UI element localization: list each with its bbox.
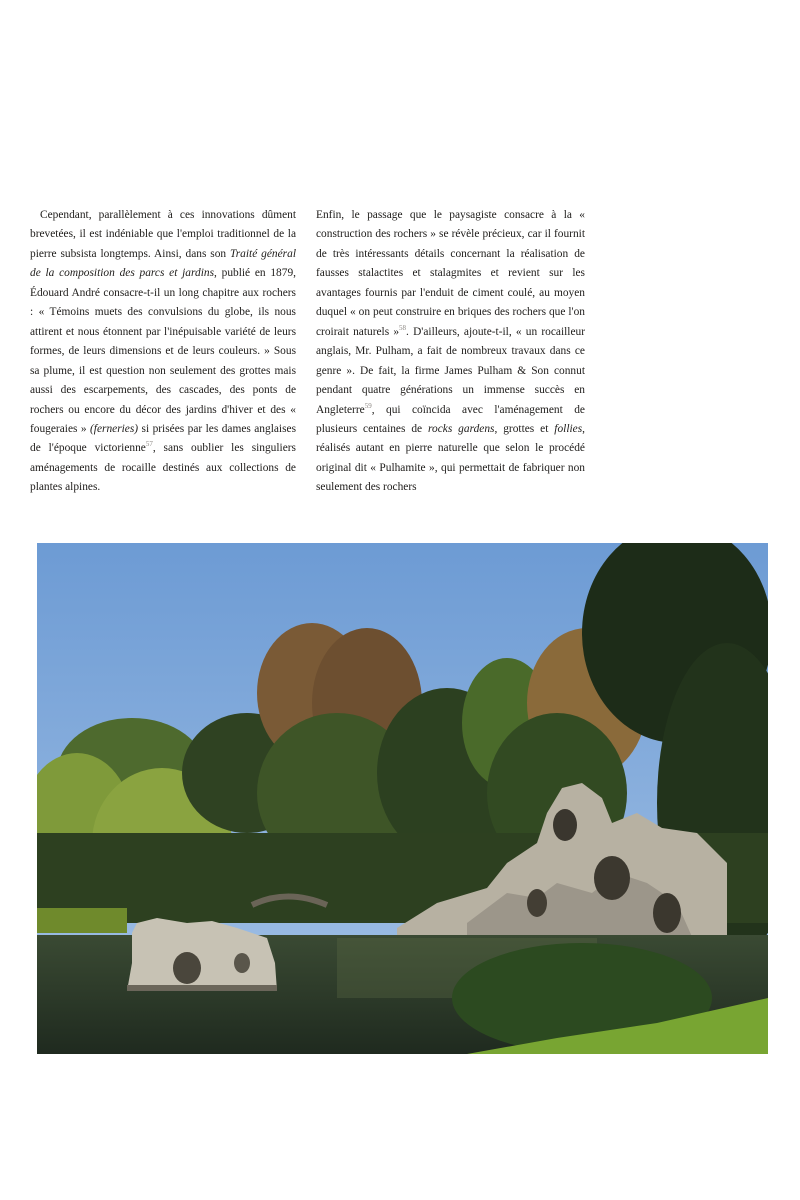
text-run: , grottes et — [494, 422, 555, 435]
text-run: . D'ailleurs, ajoute-t-il, « un rocailleur anglais, Mr. Pulham, a fait de nombreux travaux dans ce genre ». De fait, la firme James Pulham & Son connut pendant quatre générations un immense succès en Angleterre — [316, 325, 585, 416]
text-run: , réalisés autant en pierre naturelle que selon le procédé original dit « Pulhamite », qui permettait de fabriquer non seulement des rochers — [316, 422, 585, 494]
italic-term: rocks gardens — [428, 422, 495, 435]
left-paragraph — [30, 206, 296, 498]
garden-photograph — [37, 543, 768, 1054]
left-text-column — [30, 206, 296, 498]
text-run: Cependant, parallèlement à ces innovations dûment brevetées, il est indéniable que l'emploi traditionnel de la pierre subsista longtemps. Ainsi, dans son — [30, 209, 296, 260]
book-title: Traité général de la composition des parcs et jardins — [30, 247, 296, 280]
left-bank — [37, 908, 127, 933]
lake-rock-garden-illustration — [37, 543, 768, 1054]
footnote-marker: 59 — [364, 401, 372, 410]
text-run: , qui coïncida avec l'aménagement de plusieurs centaines de — [316, 403, 585, 435]
italic-term: (ferneries) — [90, 422, 139, 435]
right-text-column — [316, 206, 585, 498]
italic-term: follies — [554, 422, 583, 435]
text-run: , sans oublier les singuliers aménagements de rocaille destinés aux collections de plantes alpines. — [30, 442, 296, 494]
text-run: , publié en 1879, Édouard André consacre-t-il un long chapitre aux rochers : « Témoins muets des convulsions du globe, ils nous attirent et nous étonnent par l'inépuisable variété de leurs formes, de leurs dimensions et de leurs couleurs. » Sous sa plume, il est question non seulement des grottes mais aussi des escarpements, des cascades, des ponts de rochers ou encore du décor des jardins d'hiver et des « fougeraies » — [30, 267, 296, 435]
footnote-marker: 57 — [145, 440, 153, 449]
text-run: si prisées par les dames anglaises de l'époque victorienne — [30, 422, 296, 455]
right-paragraph — [316, 206, 585, 498]
text-run: Enfin, le passage que le paysagiste consacre à la « construction des rochers » se révèle précieux, car il fournit de très intéressants détails concernant la réalisation de fausses stalactites et stalagmites et revient sur les avantages fournis par l'enduit de ciment coulé, au moyen duquel « on peut construire en briques des rochers que l'on croirait naturels » — [316, 209, 585, 338]
footnote-marker: 58 — [399, 323, 407, 332]
